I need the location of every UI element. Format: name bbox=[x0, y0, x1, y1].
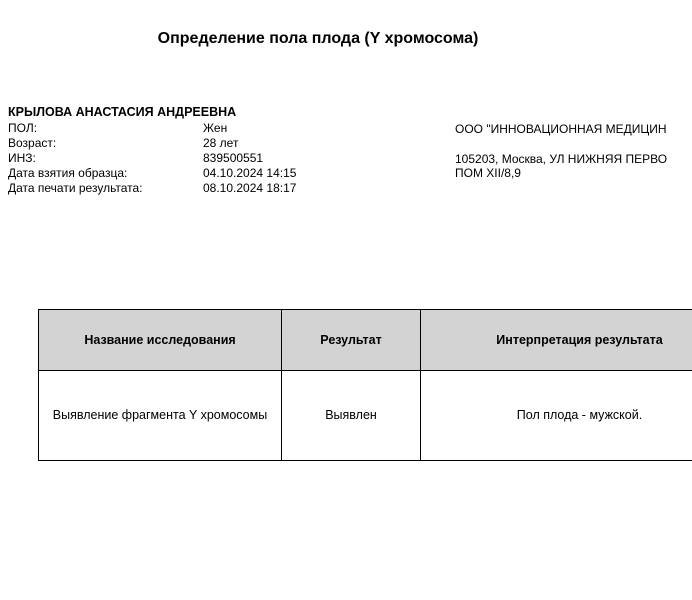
report-title: Определение пола плода (Y хромосома) bbox=[157, 30, 479, 47]
cell-result: Выявлен bbox=[282, 371, 421, 461]
print-date-value: 08.10.2024 18:17 bbox=[203, 181, 297, 195]
header-test-name: Название исследования bbox=[39, 310, 282, 371]
header-result: Результат bbox=[282, 310, 421, 371]
clinic-address-line2: ПОМ XII/8,9 bbox=[455, 166, 521, 180]
patient-age-row bbox=[8, 136, 296, 151]
patient-info bbox=[8, 121, 296, 196]
patient-inz-value: 839500551 bbox=[203, 151, 264, 165]
sample-date-value: 04.10.2024 14:15 bbox=[203, 166, 297, 180]
table-row bbox=[39, 371, 692, 461]
results-table bbox=[38, 309, 692, 461]
print-date-row bbox=[8, 181, 296, 196]
cell-interpretation: Пол плода - мужской. bbox=[421, 371, 692, 461]
results-table-header-row bbox=[39, 310, 692, 371]
patient-name: КРЫЛОВА АНАСТАСИЯ АНДРЕЕВНА bbox=[8, 105, 237, 119]
cell-test-name: Выявление фрагмента Y хромосомы bbox=[39, 371, 282, 461]
patient-age-value: 28 лет bbox=[203, 136, 239, 150]
patient-age-label: Возраст: bbox=[8, 136, 57, 150]
patient-inz-row bbox=[8, 151, 296, 166]
patient-sex-row bbox=[8, 121, 296, 136]
sample-date-row bbox=[8, 166, 296, 181]
clinic-info bbox=[455, 122, 667, 180]
patient-inz-label: ИНЗ: bbox=[8, 151, 36, 165]
clinic-name: ООО "ИННОВАЦИОННАЯ МЕДИЦИН bbox=[455, 122, 667, 136]
sample-date-label: Дата взятия образца: bbox=[8, 166, 128, 180]
header-interpretation: Интерпретация результата bbox=[421, 310, 692, 371]
clinic-address-line1: 105203, Москва, УЛ НИЖНЯЯ ПЕРВО bbox=[455, 152, 668, 166]
print-date-label: Дата печати результата: bbox=[8, 181, 143, 195]
patient-sex-label: ПОЛ: bbox=[8, 121, 38, 135]
patient-sex-value: Жен bbox=[203, 121, 228, 135]
